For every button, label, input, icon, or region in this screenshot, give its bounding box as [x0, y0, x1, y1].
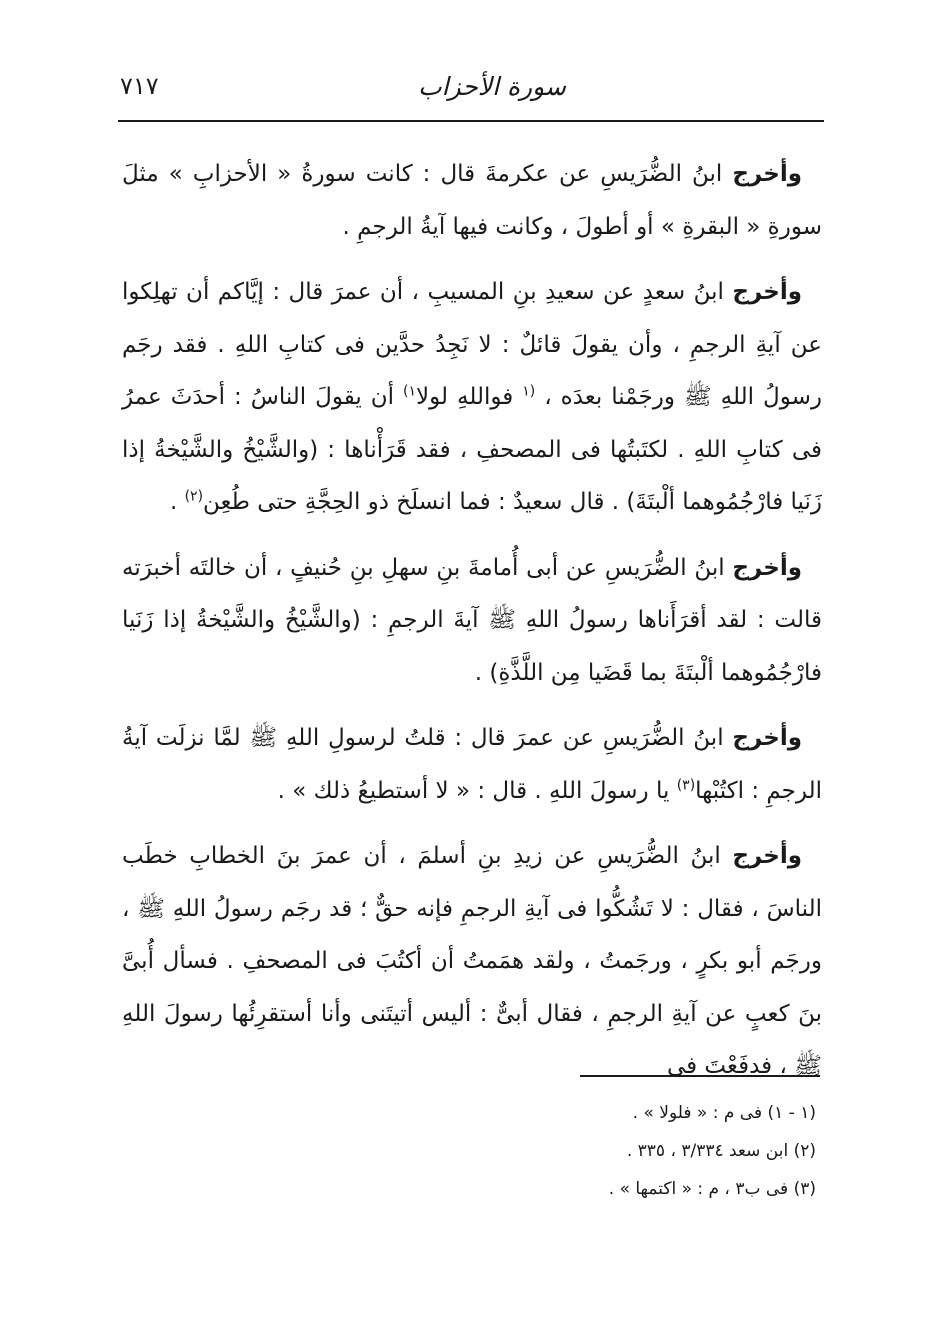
page-number: ٧١٧ [120, 72, 159, 100]
footnote-divider [580, 1075, 820, 1077]
surah-title: سورة الأحزاب [418, 72, 566, 101]
paragraph-4 [122, 712, 822, 817]
paragraph-text: ابنُ سعدٍ عن سعيدِ بنِ المسيبِ ، أن عمرَ قال : إيَّاكم أن تهلِكوا عن آيةِ الرجمِ ، وأن يقولَ قائلٌ : لا نَجِدُ حدَّين فى كتابِ اللهِ . فقد رجَم رسولُ اللهِ ﷺ ورجَمْنا بعدَه ، [122, 279, 822, 410]
paragraph-5 [122, 830, 822, 1093]
header-divider [118, 120, 824, 122]
footnote-marker: (٢) [184, 488, 204, 505]
footnotes [122, 1094, 816, 1208]
paragraph-lead: وأخرج [732, 554, 802, 581]
paragraph-lead: وأخرج [732, 725, 802, 751]
paragraph-text: ابنُ الضُّرَيسِ عن عكرمةَ قال : كانت سورةُ « الأحزابِ » مثلَ سورةِ « البقرةِ » أو أطولَ ، وكانت فيها آيةُ الرجمِ . [122, 161, 822, 240]
paragraph-text: ابنُ الضُّرَيسِ عن أبى أُمامةَ بنِ سهلِ بنِ حُنيفٍ ، أن خالتَه أخبرَته قالت : لقد أقرَأَناها رسولُ اللهِ ﷺ آيةَ الرجمِ : (والشَّيْخُ والشَّيْخةُ إذا زَنَيا فارْجُمُوهما ألْبتَةَ بما قَضَيا مِن اللَّذَّةِ) . [122, 554, 822, 686]
paragraph-lead: وأخرج [732, 843, 802, 869]
running-header [118, 64, 824, 118]
paragraph-2 [122, 266, 822, 529]
paragraph-text: . [169, 489, 185, 515]
footnote-marker: ١) [403, 383, 417, 400]
footnote-3: (٣) فى ب٣ ، م : « اكتمها » . [608, 1179, 816, 1199]
paragraph-3 [122, 542, 822, 700]
main-text [122, 148, 822, 1106]
paragraph-text: ابنُ الضُّرَيسِ عن عمرَ قال : قلتُ لرسولِ اللهِ ﷺ لمَّا نزلَت آيةُ الرجمِ : اكتُبْها [122, 725, 822, 804]
paragraph-lead: وأخرج [732, 161, 802, 187]
paragraph-lead: وأخرج [732, 279, 802, 305]
paragraph-text: ابنُ الضُّرَيسِ عن زيدِ بنِ أسلمَ ، أن عمرَ بنَ الخطابِ خطَب الناسَ ، فقال : لا تَشُكُّوا فى آيةِ الرجمِ فإنه حقٌّ ؛ قد رجَم رسولُ اللهِ ﷺ ، ورجَم أبو بكرٍ ، ورجَمتُ ، ولقد همَمتُ أن أكتُبَ فى المصحفِ . فسأل أُبىَّ بنَ كعبٍ عن آيةِ الرجمِ ، فقال أبىٌّ : أليس أتيتَنى وأنا أستقرِئُها رسولَ اللهِ ﷺ ، فدفَعْتَ فى [122, 843, 822, 1079]
paragraph-text: فواللهِ لولا [416, 384, 523, 410]
footnote-2: (٢) ابن سعد ٣/٣٣٤ ، ٣٣٥ . [626, 1141, 816, 1161]
footnote-marker: (١ [522, 383, 536, 400]
footnote-1: (١ - ١) فى م : « فلولا » . [632, 1103, 816, 1123]
paragraph-text: أن يقولَ الناسُ : أحدَثَ عمرُ فى كتابِ اللهِ . لكتَبتُها فى المصحفِ ، فقد قَرَأْناها : (والشَّيْخُ والشَّيْخةُ إذا زَنَيا فارْجُمُوهما ألْبتَةَ) . قال سعيدٌ : فما انسلَخ ذو الحِجَّةِ حتى طُعِن [122, 384, 822, 515]
paragraph-1 [122, 148, 822, 253]
paragraph-text: يا رسولَ اللهِ . قال : « لا أستطيعُ ذلك » . [277, 777, 677, 804]
footnote-marker: (٣) [676, 776, 696, 793]
